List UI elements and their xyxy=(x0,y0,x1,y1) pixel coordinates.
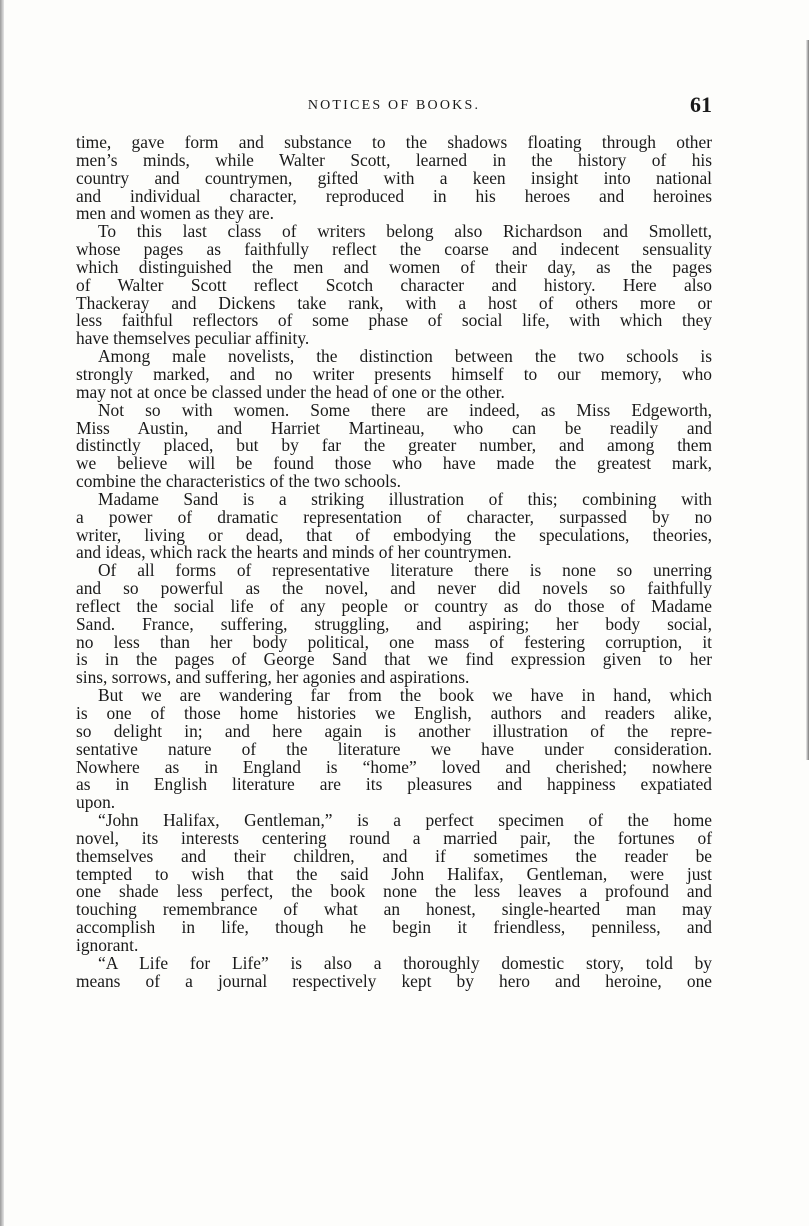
text-line: so delight in; and here again is another illustration of the repre- xyxy=(76,720,712,741)
text-line: Of all forms of representative literature there is none so unerring xyxy=(98,560,712,581)
text-line: Miss Austin, and Harriet Martineau, who can be readily and xyxy=(76,417,712,438)
text-line: Sand. France, suffering, struggling, and aspiring; her body social, xyxy=(76,613,712,634)
text-line: Nowhere as in England is “home” loved and cherished; nowhere xyxy=(76,756,712,777)
text-line: means of a journal respectively kept by hero and heroine, one xyxy=(76,970,712,991)
text-line: ignorant. xyxy=(76,934,139,955)
text-line: But we are wandering far from the book we have in hand, which xyxy=(98,685,712,706)
text-line: country and countrymen, gifted with a keen insight into national xyxy=(76,167,712,188)
text-line: men and women as they are. xyxy=(76,203,274,224)
text-line: strongly marked, and no writer presents himself to our memory, who xyxy=(76,363,712,384)
text-line: themselves and their children, and if sometimes the reader be xyxy=(76,845,712,866)
text-line: Not so with women. Some there are indeed, as Miss Edgeworth, xyxy=(98,399,712,420)
text-line: and ideas, which rack the hearts and minds of her countrymen. xyxy=(76,542,512,563)
text-line: Among male novelists, the distinction between the two schools is xyxy=(98,346,712,367)
text-line: writer, living or dead, that of embodying the speculations, theories, xyxy=(76,524,712,545)
text-line: reflect the social life of any people or country as do those of Madame xyxy=(76,595,712,616)
running-head: NOTICES OF BOOKS. xyxy=(307,98,481,113)
text-line: less faithful reflectors of some phase of social life, with which they xyxy=(76,310,712,331)
text-line: tempted to wish that the said John Halifax, Gentleman, were just xyxy=(76,863,712,884)
text-line: of Walter Scott reflect Scotch character and history. Here also xyxy=(76,274,712,295)
page-number: 61 xyxy=(690,92,712,117)
text-line: and so powerful as the novel, and never did novels so faithfully xyxy=(76,578,712,599)
text-line: which distinguished the men and women of their day, as the pages xyxy=(76,256,712,277)
text-line: is one of those home histories we English, authors and readers alike, xyxy=(76,703,712,723)
text-line: we believe will be found those who have made the greatest mark, xyxy=(76,453,712,474)
text-line: “John Halifax, Gentleman,” is a perfect specimen of the home xyxy=(98,810,712,831)
text-line: accomplish in life, though he begin it friendless, penniless, and xyxy=(76,917,712,938)
text-line: no less than her body political, one mass of festering corruption, it xyxy=(76,631,712,652)
text-line: upon. xyxy=(76,792,116,813)
page-spine-shadow xyxy=(0,0,4,1226)
text-line: “A Life for Life” is also a thoroughly domestic story, told by xyxy=(98,952,712,973)
text-line: a power of dramatic representation of character, surpassed by no xyxy=(76,506,712,527)
text-line: combine the characteristics of the two schools. xyxy=(76,471,402,492)
text-line: novel, its interests centering round a married pair, the fortunes of xyxy=(76,827,712,848)
text-line: one shade less perfect, the book none the less leaves a profound and xyxy=(76,881,712,902)
text-line: time, gave form and substance to the shadows floating through other xyxy=(76,132,712,152)
text-line: sentative nature of the literature we have under consideration. xyxy=(76,738,712,759)
text-line: sins, sorrows, and suffering, her agonies and aspirations. xyxy=(76,667,470,688)
text-line: and individual character, reproduced in his heroes and heroines xyxy=(76,185,712,206)
text-line: may not at once be classed under the head of one or the other. xyxy=(76,381,505,402)
text-line: is in the pages of George Sand that we find expression given to her xyxy=(76,649,712,670)
text-line: whose pages as faithfully reflect the coarse and indecent sensuality xyxy=(76,239,712,260)
page-header xyxy=(76,92,712,122)
text-line: touching remembrance of what an honest, single-hearted man may xyxy=(76,899,712,920)
text-line: as in English literature are its pleasures and happiness expatiated xyxy=(76,774,712,795)
text-line: Thackeray and Dickens take rank, with a host of others more or xyxy=(76,292,712,313)
text-line: distinctly placed, but by far the greater number, and among them xyxy=(76,435,712,456)
text-line: To this last class of writers belong also Richardson and Smollett, xyxy=(98,221,712,242)
body-text xyxy=(76,134,712,991)
text-line: have themselves peculiar affinity. xyxy=(76,328,310,349)
text-line: men’s minds, while Walter Scott, learned in the history of his xyxy=(76,149,712,170)
text-line: Madame Sand is a striking illustration of this; combining with xyxy=(98,488,712,509)
